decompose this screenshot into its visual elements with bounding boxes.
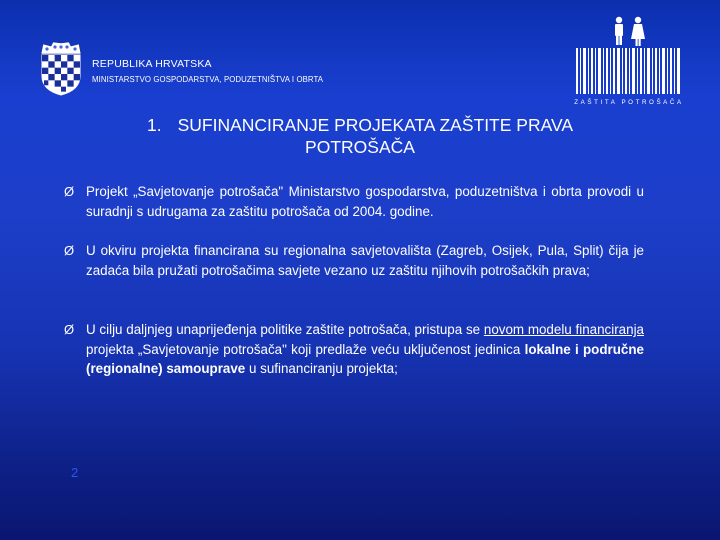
list-item — [64, 182, 644, 221]
croatian-coat-of-arms-icon — [38, 38, 84, 96]
page-number: 2 — [71, 465, 79, 480]
org-line-2: MINISTARSTVO GOSPODARSTVA, PODUZETNIŠTVA I OBRTA — [92, 75, 324, 84]
bold-phrase: lokalne i područne (regionalne) samouprave — [86, 341, 644, 376]
logo-caption: ZAŠTITA POTROŠAČA — [574, 99, 684, 106]
org-line-1: REPUBLIKA HRVATSKA — [92, 58, 212, 70]
underlined-phrase: novom modelu financiranja — [483, 322, 644, 337]
title-line-1: SUFINANCIRANJE PROJEKATA ZAŠTITE PRAVA — [177, 115, 574, 135]
bullet-arrow-icon: Ø — [64, 243, 75, 258]
bullet-text: Projekt „Savjetovanje potrošača" Ministarstvo gospodarstva, poduzetništva i obrta provodi u suradnji s udrugama za zaštitu potrošača od 2004. godine. — [86, 184, 644, 219]
bullet-text: U okviru projekta financirana su regionalna savjetovališta (Zagreb, Osijek, Pula, Split) čija je zadaća bila pružati potrošačima savjete vezano uz zaštitu njihovih potrošačkih prava; — [86, 243, 644, 278]
bullet-text-segment: u sufinanciranju projekta; — [245, 361, 398, 376]
title-line-2: POTROŠAČA — [305, 137, 415, 157]
organization-name — [92, 58, 323, 96]
consumer-protection-barcode-logo-icon — [574, 14, 684, 106]
list-item — [64, 320, 644, 379]
list-item — [64, 241, 644, 280]
title-number: 1. — [146, 115, 162, 135]
page-title — [0, 114, 720, 158]
bullet-arrow-icon: Ø — [64, 322, 75, 337]
bullet-text-segment: U cilju daljnjeg unaprijeđenja politike zaštite potrošača, pristupa se — [86, 322, 484, 337]
bullet-text — [86, 320, 644, 379]
bullet-text-segment: projekta „Savjetovanje potrošača" koji predlaže veću uključenost jedinica — [86, 341, 525, 357]
header-branding — [38, 38, 323, 96]
bullet-arrow-icon: Ø — [64, 184, 75, 199]
